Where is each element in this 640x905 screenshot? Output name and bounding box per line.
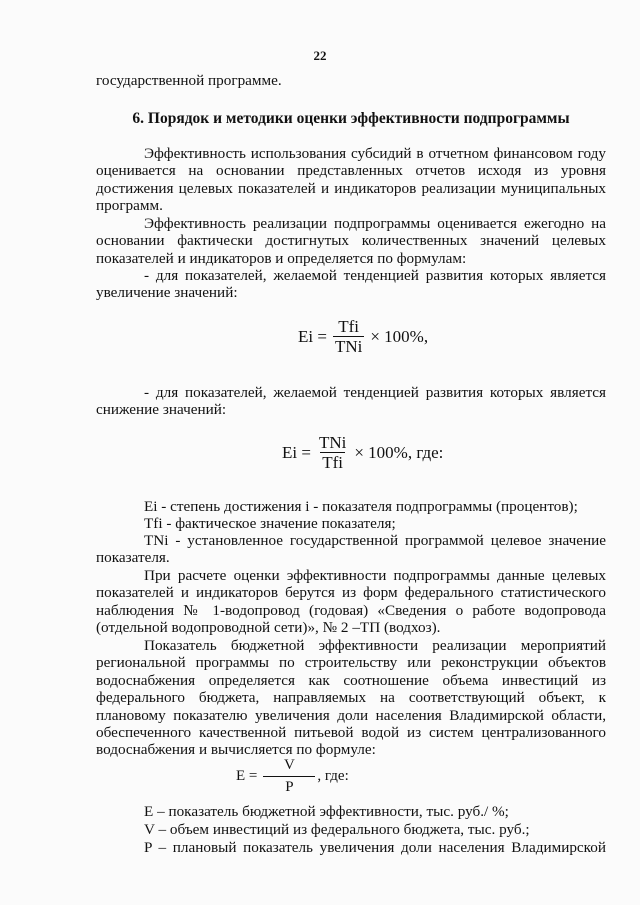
formula-increase-fraction — [333, 318, 364, 356]
formula-budget-lhs: E = — [236, 768, 258, 785]
formula-budget-rhs: , где: — [317, 768, 349, 785]
definition-tni: TNi - установленное государственной программой целевое значение показателя. — [96, 532, 606, 567]
definition-ei: Ei - степень достижения i - показателя подпрограммы (процентов); — [144, 498, 578, 515]
formula-budget — [236, 757, 349, 797]
definition-e: E – показатель бюджетной эффективности, тыс. руб./ %; — [144, 803, 509, 820]
paragraph-subsidy-efficiency: Эффективность использования субсидий в отчетном финансовом году оценивается на основании представленных отчетов исходя из уровня достижения целевых показателей и индикаторов реализации муниципальных программ. — [96, 145, 606, 215]
formula-budget-numerator: V — [283, 757, 295, 773]
page-number: 22 — [313, 48, 327, 63]
formula-budget-denominator: P — [263, 776, 315, 796]
definition-p: P – плановый показатель увеличения доли населения Владимирской — [144, 839, 606, 856]
formula-decrease-fraction — [317, 434, 348, 472]
paragraph-budget-efficiency: Показатель бюджетной эффективности реализации мероприятий региональной программы по строительству или реконструкции объектов водоснабжения определяется как соотношение объема инвестиций из федерального бюджета, направляемых на соответствующий объект, к плановому показателю увеличения доли населения Владимирской области, обеспеченного качественной питьевой водой из систем централизованного водоснабжения и вычисляется по формуле: — [96, 637, 606, 759]
formula-increase-denominator: TNi — [334, 337, 363, 357]
paragraph-decrease-case: - для показателей, желаемой тенденцией развития которых является снижение значений: — [96, 384, 606, 419]
formula-increase-numerator: Tfi — [338, 317, 360, 336]
formula-decrease — [282, 434, 443, 472]
paragraph-data-sources: При расчете оценки эффективности подпрограммы данные целевых показателей и индикаторов берутся из форм федерального статистического наблюдения № 1-водопровод (годовая) «Сведения о работе водопровода (отдельной водопроводной сети)», № 2 –ТП (водхоз). — [96, 567, 606, 637]
formula-decrease-rhs: × 100%, где: — [354, 443, 444, 463]
definition-v: V – объем инвестиций из федерального бюджета, тыс. руб.; — [144, 821, 530, 838]
formula-budget-fraction — [263, 757, 315, 797]
formula-decrease-denominator: Tfi — [322, 453, 344, 473]
definition-tfi: Tfi - фактическое значение показателя; — [144, 515, 396, 532]
formula-decrease-lhs: Ei = — [282, 443, 311, 463]
paragraph-continuation: государственной программе. — [96, 72, 282, 89]
paragraph-subprogram-efficiency: Эффективность реализации подпрограммы оценивается ежегодно на основании фактически достигнутых количественных значений целевых показателей и индикаторов и определяется по формулам: — [96, 215, 606, 267]
paragraph-increase-case: - для показателей, желаемой тенденцией развития которых является увеличение значений: — [96, 267, 606, 302]
section-heading: 6. Порядок и методики оценки эффективности подпрограммы — [132, 110, 570, 127]
formula-increase-lhs: Ei = — [298, 327, 327, 347]
formula-decrease-numerator: TNi — [318, 433, 347, 452]
formula-increase-rhs: × 100%, — [370, 327, 429, 347]
formula-increase — [298, 318, 428, 356]
